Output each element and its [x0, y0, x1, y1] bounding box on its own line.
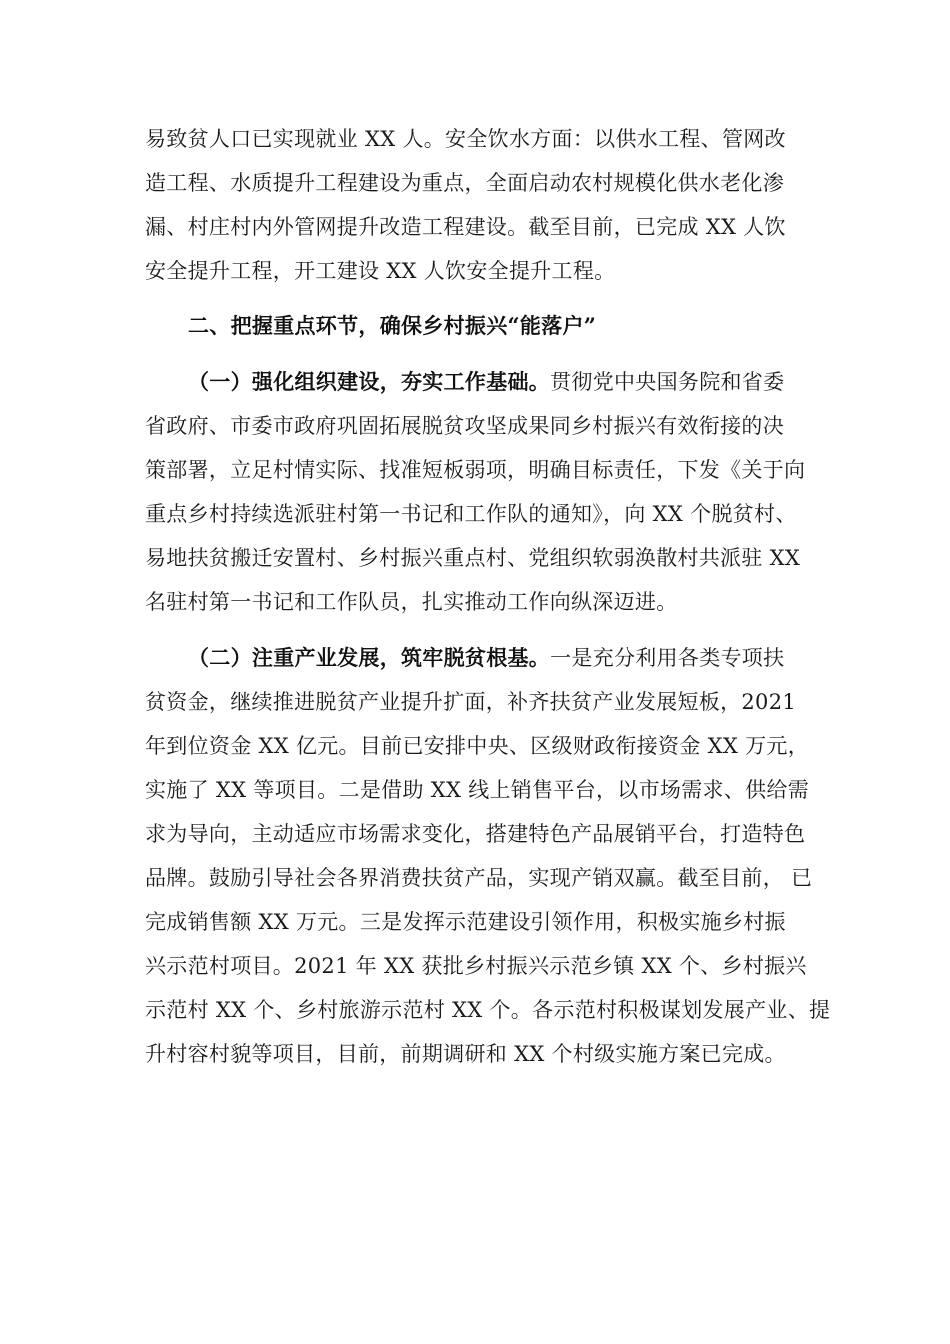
paragraph-one-line-2: 省政府、市委市政府巩固拓展脱贫攻坚成果同乡村振兴有效衔接的决	[145, 414, 784, 438]
paragraph-two-lead: （二）注重产业发展，筑牢脱贫根基。	[188, 645, 551, 670]
paragraph-one-line-4: 重点乡村持续选派驻村第一书记和工作队的通知》，向 XX 个脱贫村、	[145, 502, 797, 526]
paragraph-intro-line-3: 漏、村庄村内外管网提升改造工程建设。截至目前，已完成 XX 人饮	[145, 215, 786, 239]
paragraph-intro-line-4: 安全提升工程，开工建设 XX 人饮安全提升工程。	[145, 259, 616, 283]
paragraph-two-line-6: 品牌。鼓励引导社会各界消费扶贫产品，实现产销双赢。截至目前， 已	[145, 866, 813, 890]
paragraph-two-line-4: 实施了 XX 等项目。二是借助 XX 线上销售平台，以市场需求、供给需	[145, 778, 809, 802]
paragraph-one-first-line-rest: 贯彻党中央国务院和省委	[550, 370, 785, 394]
section-heading: 二、把握重点环节，确保乡村振兴“能落户”	[188, 313, 597, 338]
paragraph-one-lead: （一）强化组织建设，夯实工作基础。	[188, 369, 551, 394]
paragraph-intro-line-1: 易致贫人口已实现就业 XX 人。安全饮水方面：以供水工程、管网改	[145, 127, 786, 151]
paragraph-intro-line-2: 造工程、水质提升工程建设为重点，全面启动农村规模化供水老化渗	[145, 171, 784, 195]
paragraph-two-line-5: 求为导向，主动适应市场需求变化，搭建特色产品展销平台，打造特色	[145, 822, 806, 846]
paragraph-two-line-10: 升村容村貌等项目，目前，前期调研和 XX 个村级实施方案已完成。	[145, 1042, 786, 1066]
paragraph-two-line-3: 年到位资金 XX 亿元。目前已安排中央、区级财政衔接资金 XX 万元，	[145, 734, 809, 758]
paragraph-two-line-2: 贫资金，继续推进脱贫产业提升扩面，补齐扶贫产业发展短板，2021	[145, 690, 797, 714]
paragraph-one-first-line	[188, 360, 784, 404]
paragraph-one-line-3: 策部署，立足村情实际、找准短板弱项，明确目标责任，下发《关于向	[145, 458, 806, 482]
paragraph-one-line-6: 名驻村第一书记和工作队员，扎实推动工作向纵深迈进。	[145, 590, 678, 614]
paragraph-two-line-8: 兴示范村项目。2021 年 XX 获批乡村振兴示范乡镇 XX 个、乡村振兴	[145, 954, 807, 978]
paragraph-two-first-line	[188, 636, 784, 680]
paragraph-two-first-line-rest: 一是充分利用各类专项扶	[550, 646, 785, 670]
paragraph-two-line-7: 完成销售额 XX 万元。三是发挥示范建设引领作用，积极实施乡村振	[145, 910, 786, 934]
paragraph-two-line-9: 示范村 XX 个、乡村旅游示范村 XX 个。各示范村积极谋划发展产业、提	[145, 998, 831, 1022]
paragraph-one-line-5: 易地扶贫搬迁安置村、乡村振兴重点村、党组织软弱涣散村共派驻 XX	[145, 546, 801, 570]
